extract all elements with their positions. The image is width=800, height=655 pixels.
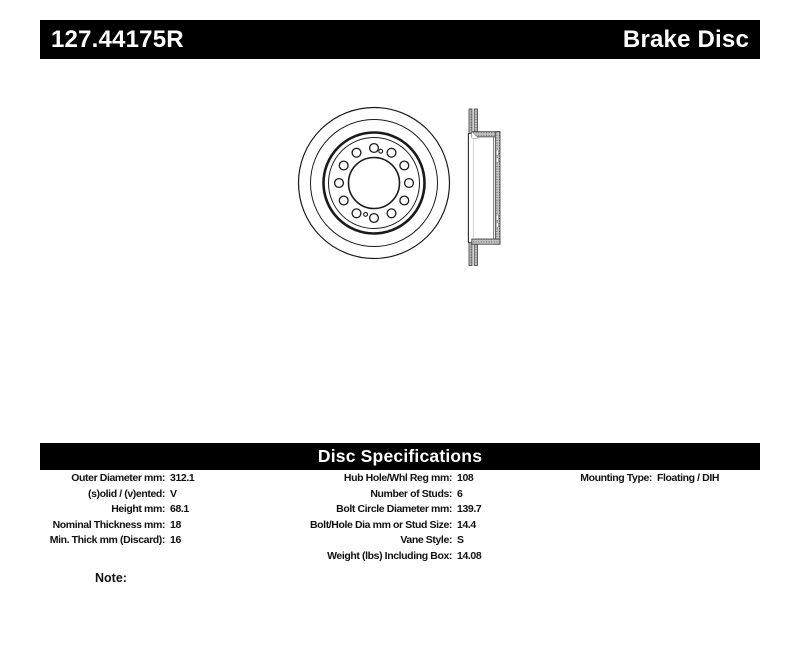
spec-value: 16 — [170, 534, 181, 546]
bolt-hole — [370, 144, 379, 153]
spec-value: 68.1 — [170, 503, 189, 515]
spec-column-left — [40, 471, 290, 549]
spec-row — [280, 487, 550, 503]
spec-value: S — [457, 534, 464, 546]
bolt-hole — [339, 161, 348, 170]
pin-hole — [364, 212, 368, 216]
stud-hole-mark — [496, 223, 498, 228]
pin-hole — [379, 149, 383, 153]
bolt-hole — [352, 209, 361, 218]
spec-label: Weight (lbs) Including Box: — [327, 549, 452, 562]
bolt-hole — [400, 196, 409, 205]
bolt-hole — [352, 148, 361, 157]
spec-row — [280, 471, 550, 487]
header-bar — [40, 20, 760, 59]
spec-label: (s)olid / (v)ented: — [88, 487, 165, 500]
technical-drawing — [288, 98, 518, 278]
rotor-edge-bottom-stub — [469, 243, 472, 266]
spec-label: Nominal Thickness mm: — [52, 518, 165, 531]
spec-value: Floating / DIH — [657, 472, 720, 484]
part-number: 127.44175R — [51, 25, 184, 53]
spec-label: Outer Diameter mm: — [71, 472, 165, 484]
stud-hole-mark — [496, 215, 498, 221]
spec-value: 18 — [170, 518, 181, 531]
spec-row — [540, 471, 770, 487]
spec-row — [280, 502, 550, 518]
product-title: Brake Disc — [622, 25, 749, 53]
rotor-edge-bottom-stub2 — [474, 243, 477, 266]
bolt-hole — [387, 209, 396, 218]
spec-label: Bolt/Hole Dia mm or Stud Size: — [309, 518, 452, 531]
disc-ring — [299, 108, 450, 259]
brake-disc-front-view — [299, 108, 450, 259]
bolt-hole — [370, 214, 379, 223]
spec-column-right — [540, 471, 770, 487]
spec-label: Number of Studs: — [370, 487, 452, 500]
spec-row — [40, 518, 290, 534]
bolt-hole — [400, 161, 409, 170]
spec-value: V — [170, 487, 177, 500]
spec-value: 14.4 — [457, 518, 476, 531]
spec-column-middle — [280, 471, 550, 564]
spec-value: 108 — [457, 472, 474, 484]
spec-row — [40, 533, 290, 549]
stud-hole-mark — [496, 150, 498, 156]
spec-row — [280, 549, 550, 565]
hat-bottom-section — [472, 239, 500, 244]
disc-ring — [349, 158, 400, 209]
spec-value: 139.7 — [457, 503, 482, 515]
spec-row — [280, 518, 550, 534]
brake-disc-side-view — [468, 109, 500, 266]
rotor-edge-top-stub — [469, 109, 472, 134]
spec-label: Bolt Circle Diameter mm: — [336, 503, 452, 515]
spec-label: Vane Style: — [400, 534, 452, 546]
bolt-hole — [387, 148, 396, 157]
spec-label: Height mm: — [111, 503, 165, 515]
spec-label: Hub Hole/Whl Reg mm: — [343, 472, 452, 484]
spec-value: 14.08 — [457, 549, 482, 562]
stud-hole-mark — [496, 158, 498, 163]
note-label: Note: — [95, 571, 127, 585]
spec-row — [280, 533, 550, 549]
spec-value: 312.1 — [170, 472, 195, 484]
spec-section-title: Disc Specifications — [317, 446, 483, 466]
bolt-hole — [405, 179, 414, 188]
bolt-hole — [339, 196, 348, 205]
spec-label: Mounting Type: — [580, 472, 652, 484]
bolt-hole — [335, 179, 344, 188]
spec-section-bar — [40, 443, 760, 470]
spec-row — [40, 487, 290, 503]
disc-ring — [311, 120, 438, 247]
spec-row — [40, 471, 290, 487]
spec-label: Min. Thick mm (Discard): — [49, 534, 165, 546]
spec-value: 6 — [457, 487, 463, 500]
spec-row — [40, 502, 290, 518]
rotor-edge-top-stub2 — [474, 109, 477, 134]
